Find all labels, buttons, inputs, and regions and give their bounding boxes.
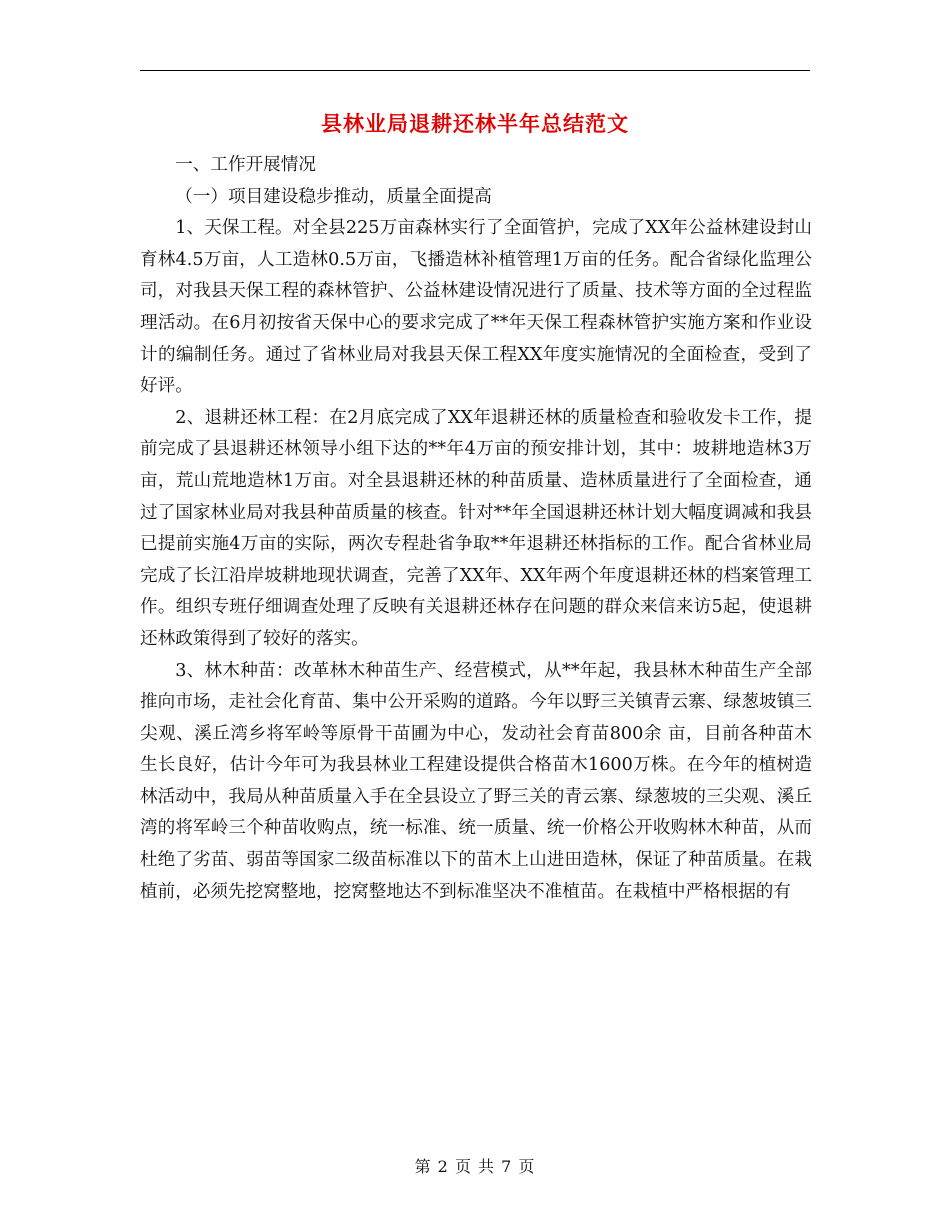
paragraph-zhongmiao: 3、林木种苗：改革林木种苗生产、经营模式，从**年起，我县林木种苗生产全部推向市场，走社会化育苗、集中公开采购的道路。今年以野三关镇青云寨、绿葱坡镇三尖观、溪丘湾乡将军岭等原骨干苗圃为中心，发动社会育苗800余 亩，目前各种苗木生长良好，估计今年可为我县林业工程建设提供合格苗木1600万株。在今年的植树造林活动中，我局从种苗质量入手在全县设立了野三关的青云寨、绿葱坡的三尖观、溪丘湾的将军岭三个种苗收购点，统一标准、统一质量、统一价格公开收购林木种苗，从而杜绝了劣苗、弱苗等国家二级苗标准以下的苗木上山进田造林，保证了种苗质量。在栽植前，必须先挖窝整地，挖窝整地达不到标准坚决不准植苗。在栽植中严格根据的有 [140, 660, 812, 902]
document-body [140, 150, 812, 908]
paragraph-tuigeng: 2、退耕还林工程：在2月底完成了XX年退耕还林的质量检查和验收发卡工作，提前完成了县退耕还林领导小组下达的**年4万亩的预安排计划，其中：坡耕地造林3万亩，荒山荒地造林1万亩。对全县退耕还林的种苗质量、造林质量进行了全面检查，通过了国家林业局对我县种苗质量的核查。针对**年全国退耕还林计划大幅度调减和我县已提前实施4万亩的实际，两次专程赴省争取**年退耕还林指标的工作。配合省林业局完成了长江沿岸坡耕地现状调查，完善了XX年、XX年两个年度退耕还林的档案管理工作。组织专班仔细调查处理了反映有关退耕还林存在问题的群众来信来访5起，使退耕还林政策得到了较好的落实。 [140, 407, 812, 649]
document-title: 县林业局退耕还林半年总结范文 [321, 111, 629, 136]
paragraph-tianbao: 1、天保工程。对全县225万亩森林实行了全面管护，完成了XX年公益林建设封山育林4.5万亩，人工造林0.5万亩，飞播造林补植管理1万亩的任务。配合省绿化监理公司，对我县天保工程的森林管护、公益林建设情况进行了质量、技术等方面的全过程监理活动。在6月初按省天保中心的要求完成了**年天保工程森林管护实施方案和作业设计的编制任务。通过了省林业局对我县天保工程XX年度实施情况的全面检查，受到了好评。 [140, 218, 812, 397]
page-number: 第 2 页 共 7 页 [414, 1157, 536, 1176]
subsection-heading: （一）项目建设稳步推动，质量全面提高 [175, 186, 492, 207]
section-heading: 一、工作开展情况 [175, 155, 316, 175]
header-rule [140, 70, 810, 71]
